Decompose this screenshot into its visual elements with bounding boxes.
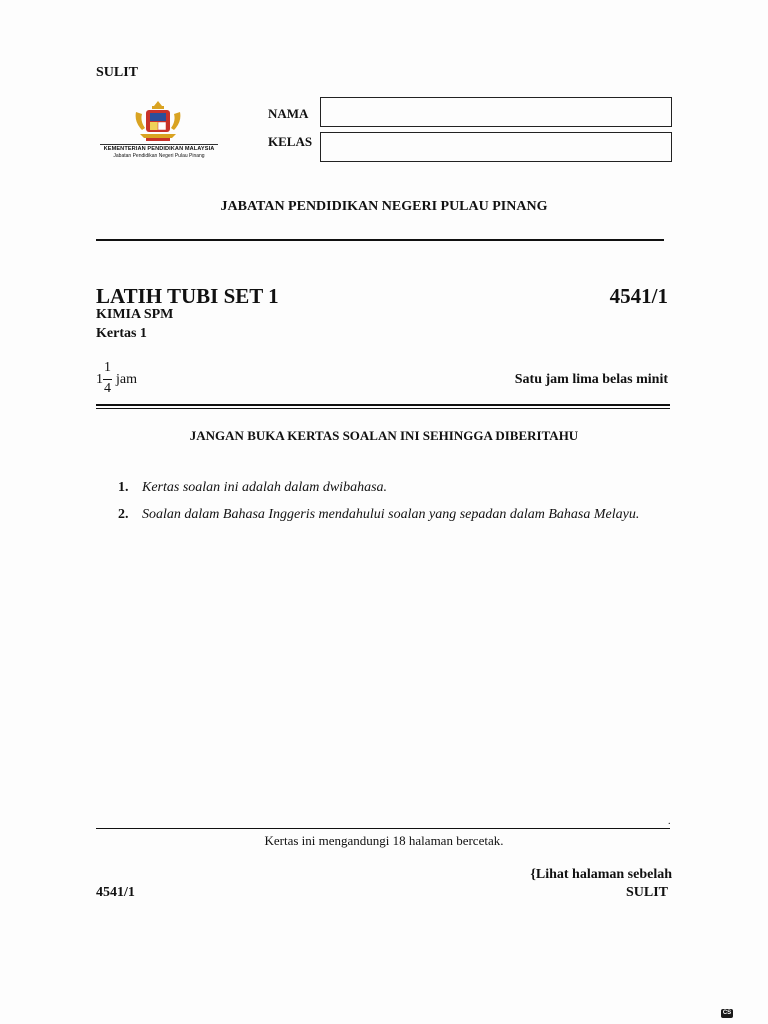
exam-paper: Kertas 1 <box>96 326 147 341</box>
department-title: JABATAN PENDIDIKAN NEGERI PULAU PINANG <box>220 199 548 214</box>
warning-notice: JANGAN BUKA KERTAS SOALAN INI SEHINGGA DIBERITAHU <box>189 428 579 443</box>
duration-fraction <box>96 360 176 400</box>
department-logo-text: Jabatan Pendidikan Negeri Pulau Pinang <box>113 153 205 159</box>
duration-denominator: 4 <box>104 381 111 396</box>
instruction-item <box>118 480 387 496</box>
exam-code: 4541/1 <box>609 284 668 308</box>
exam-code-footer: 4541/1 <box>96 885 135 900</box>
instruction-text: Kertas soalan ini adalah dalam dwibahasa. <box>142 480 388 495</box>
divider-double-thick <box>96 404 670 406</box>
duration-whole: 1 <box>96 372 103 387</box>
instruction-text: Soalan dalam Bahasa Inggeris mendahului soalan yang sepadan dalam Bahasa Melayu. <box>142 507 640 522</box>
divider-double-thin <box>96 408 670 409</box>
duration-numerator: 1 <box>104 360 111 375</box>
scanner-badge-icon: CS <box>722 1010 732 1016</box>
duration-words: Satu jam lima belas minit <box>514 372 668 387</box>
exam-subject: KIMIA SPM <box>96 307 174 322</box>
class-label: KELAS <box>268 134 313 149</box>
exam-set-title: LATIH TUBI SET 1 <box>96 284 279 308</box>
class-field[interactable] <box>320 132 672 162</box>
ministry-logo <box>100 98 218 164</box>
classification-top: SULIT <box>96 65 139 80</box>
footer-dot: . <box>668 816 671 827</box>
divider-top <box>96 239 664 241</box>
classification-bottom: SULIT <box>625 885 668 900</box>
fraction-bar <box>103 379 112 380</box>
divider-footer <box>96 828 670 829</box>
ministry-name: KEMENTERIAN PENDIDIKAN MALAYSIA <box>100 144 218 152</box>
page-count: Kertas ini mengandungi 18 halaman bercetak. <box>264 833 504 848</box>
duration-unit: jam <box>116 372 137 387</box>
next-page-note: {Lihat halaman sebelah <box>530 867 672 882</box>
instruction-number: 2. <box>118 507 129 522</box>
coat-of-arms-icon <box>128 98 188 144</box>
instruction-number: 1. <box>118 480 129 495</box>
instruction-item <box>118 507 639 523</box>
name-field[interactable] <box>320 97 672 127</box>
name-label: NAMA <box>268 106 309 121</box>
